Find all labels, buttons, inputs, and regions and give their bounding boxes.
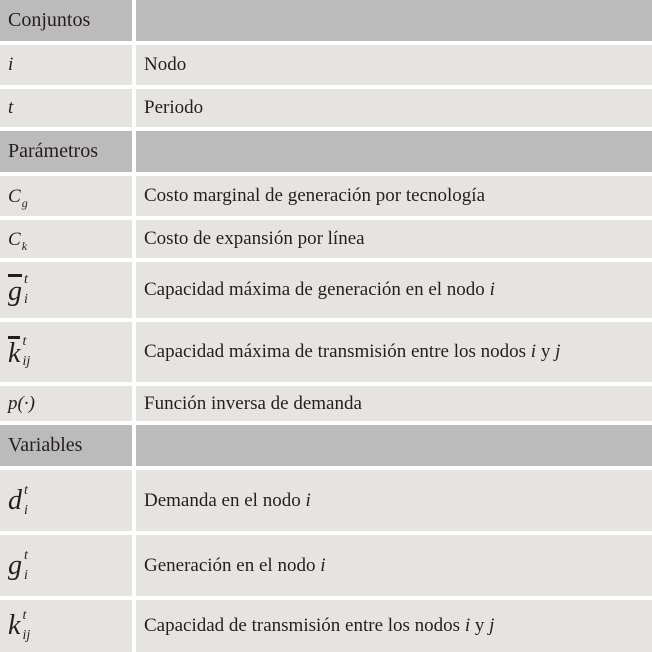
desc-t: Periodo (136, 89, 652, 127)
symbol-base: g (8, 276, 22, 307)
symbol-k (0, 600, 132, 652)
desc-p: Función inversa de demanda (136, 386, 652, 421)
section-header-vars: Variables (0, 425, 132, 466)
section-header-sets: Conjuntos (0, 0, 132, 41)
desc-k (136, 600, 652, 652)
section-header-blank (136, 0, 652, 41)
symbol-sub: k (21, 238, 28, 253)
symbol-p: p(·) (0, 386, 132, 421)
symbol-g (0, 535, 132, 596)
symbol-sup: t (24, 547, 28, 563)
symbol-gmax (0, 262, 132, 318)
desc-kmax (136, 322, 652, 382)
desc-var: j (489, 615, 495, 636)
desc-text: Capacidad máxima de generación en el nodo (144, 279, 490, 300)
symbol-base: C (8, 185, 21, 207)
section-header-blank (136, 425, 652, 466)
desc-var: j (555, 341, 561, 362)
symbol-sup: t (24, 482, 28, 498)
symbol-base: g (8, 549, 22, 581)
symbol-ck (0, 220, 132, 258)
symbol-sup: t (22, 334, 27, 349)
desc-var: i (530, 341, 537, 362)
symbol-base: d (8, 484, 22, 516)
desc-text: Capacidad de transmisión entre los nodos (144, 615, 465, 636)
desc-cg: Costo marginal de generación por tecnología (136, 176, 652, 216)
desc-text: Capacidad máxima de transmisión entre los nodos (144, 341, 531, 362)
symbol-sub: i (24, 567, 28, 583)
symbol-kmax (0, 322, 132, 382)
symbol-sup: t (22, 608, 27, 623)
desc-ck: Costo de expansión por línea (136, 220, 652, 258)
desc-d (136, 470, 652, 531)
desc-gmax (136, 262, 652, 318)
symbol-d (0, 470, 132, 531)
symbol-i: i (0, 45, 132, 85)
symbol-sub: g (21, 195, 28, 210)
desc-i: Nodo (136, 45, 652, 85)
desc-text: Generación en el nodo (144, 554, 321, 576)
symbol-sub: ij (22, 354, 31, 369)
desc-text: Demanda en el nodo (144, 489, 306, 511)
symbol-sup: t (24, 272, 28, 287)
symbol-base: k (8, 338, 21, 369)
section-header-params: Parámetros (0, 131, 132, 172)
desc-and: y (470, 615, 490, 636)
section-header-blank (136, 131, 652, 172)
symbol-base: C (8, 228, 21, 250)
desc-var: i (489, 279, 495, 300)
symbol-base: k (8, 610, 21, 641)
symbol-t: t (0, 89, 132, 127)
desc-and: y (536, 341, 556, 362)
symbol-cg (0, 176, 132, 216)
symbol-sub: i (24, 292, 28, 307)
desc-var: i (305, 489, 311, 511)
symbol-sub: i (24, 502, 28, 518)
symbol-sub: ij (22, 628, 31, 643)
desc-var: i (464, 615, 471, 636)
desc-var: i (320, 554, 326, 576)
desc-g (136, 535, 652, 596)
